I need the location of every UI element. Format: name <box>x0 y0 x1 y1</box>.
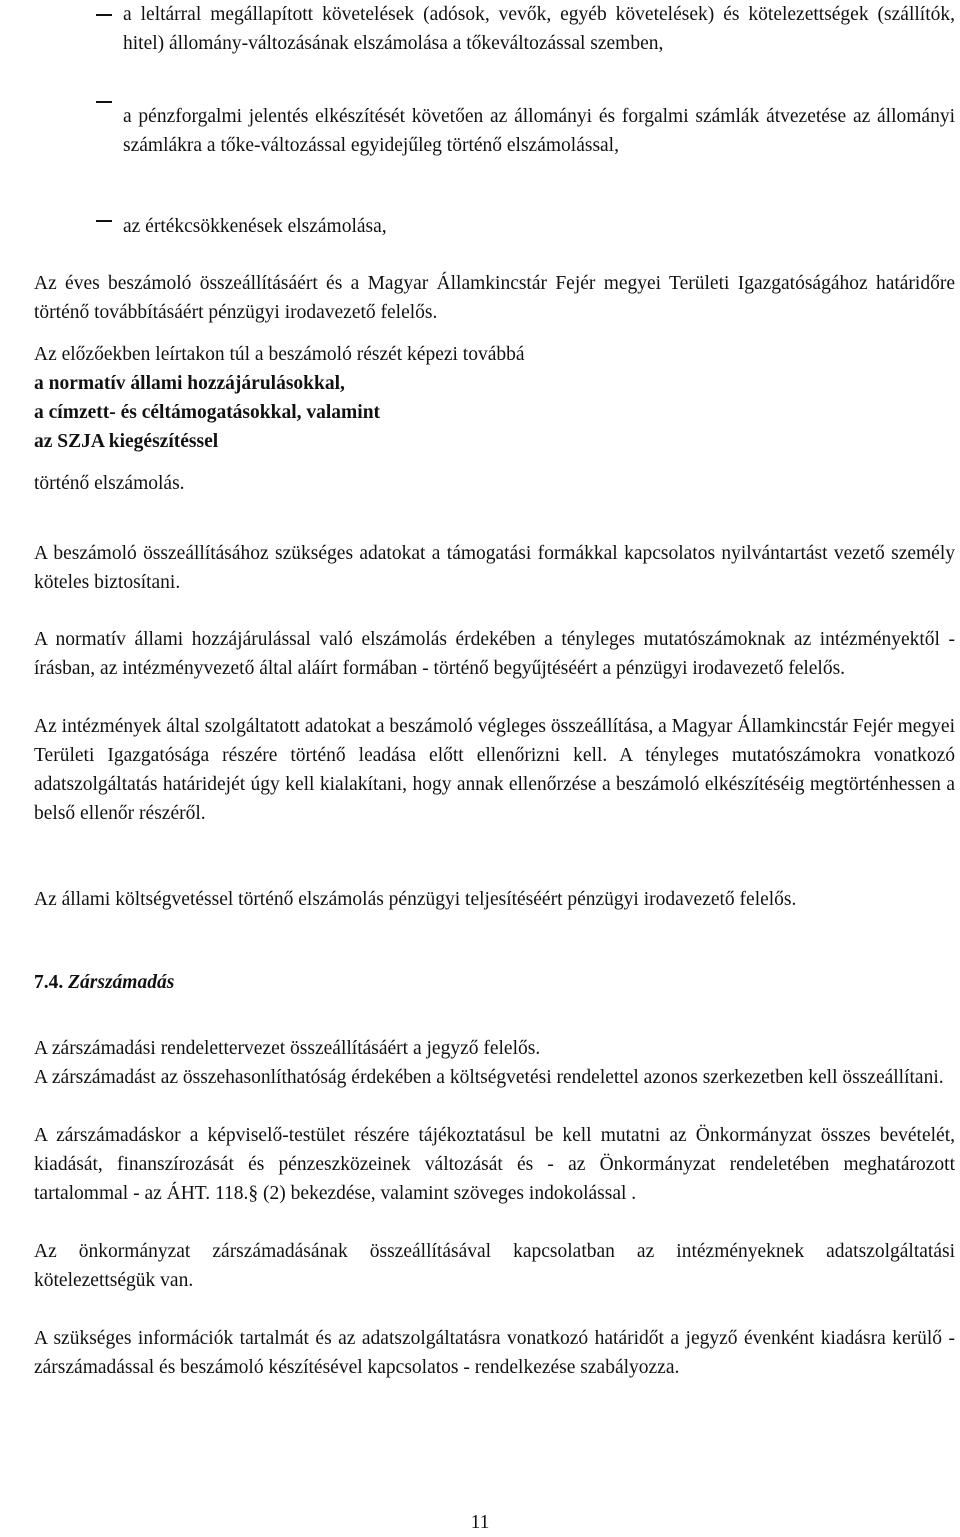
paragraph-normative-settlement: A normatív állami hozzájárulással való elszámolás érdekében a tényleges mutatószámoknak az intézményektől - írásban, az intézményvezető által aláírt formában - történő begyűjtéséért a pénzügyi irodavezető felelős. <box>34 629 955 679</box>
section-paragraph-2: A zárszámadást az összehasonlíthatóság érdekében a költségvetési rendelettel azonos szerkezetben kell összeállítani. <box>34 1067 944 1088</box>
paragraph-report-contents-intro: Az előzőekben leírtakon túl a beszámoló részét képezi továbbá <box>34 344 525 365</box>
section-paragraph-3: A zárszámadáskor a képviselő-testület részére tájékoztatásul be kell mutatni az Önkormányzat összes bevételét, kiadását, finanszírozását és pénzeszközeinek változását és - az Önkormányzat rendeletében meghatározott tartalommal - az ÁHT. 118.§ (2) bekezdése, valamint szöveges indokolással . <box>34 1125 955 1204</box>
section-paragraph-4: Az önkormányzat zárszámadásának összeállításával kapcsolatban az intézményeknek adatszolgáltatási kötelezettségük van. <box>34 1241 955 1291</box>
bullet-item-2: a pénzforgalmi jelentés elkészítését követően az állományi és forgalmi számlák átvezetése az állományi számlákra a tőke-változással egyidejűleg történő elszámolással, <box>123 106 955 156</box>
bold-line-normative-contributions: a normatív állami hozzájárulásokkal, <box>34 373 345 394</box>
paragraph-institution-data-verification: Az intézmények által szolgáltatott adatokat a beszámoló végleges összeállítása, a Magyar Államkincstár Fejér megyei Területi Igazgatósága részére történő leadása előtt ellenőrizni kell. A tényleges mutatószámokra vonatkozó adatszolgáltatás határidejét úgy kell kialakítani, hogy annak ellenőrzése a beszámoló elkészítéséig megtörténhessen a belső ellenőr részéről. <box>34 716 955 824</box>
dash-bullet-marker <box>96 220 112 222</box>
section-number: 7.4. <box>34 972 64 993</box>
section-heading <box>34 968 174 997</box>
bullet-item-3: az értékcsökkenések elszámolása, <box>123 216 387 237</box>
section-paragraph-5: A szükséges információk tartalmát és az adatszolgáltatásra vonatkozó határidőt a jegyző évenként kiadásra kerülő - zárszámadással és beszámoló készítésével kapcsolatos - rendelkezése szabályozza. <box>34 1328 955 1378</box>
paragraph-state-budget-settlement: Az állami költségvetéssel történő elszámolás pénzügyi teljesítéséért pénzügyi irodavezető felelős. <box>34 889 797 910</box>
dash-bullet-marker <box>96 101 112 103</box>
bold-line-szja-supplement: az SZJA kiegészítéssel <box>34 431 219 452</box>
page-number: 11 <box>470 1512 490 1533</box>
bold-line-targeted-subsidies: a címzett- és céltámogatásokkal, valamint <box>34 402 381 423</box>
section-title: Zárszámadás <box>68 972 175 993</box>
paragraph-report-contents-end: történő elszámolás. <box>34 473 185 494</box>
paragraph-annual-report-responsibility: Az éves beszámoló összeállításáért és a Magyar Államkincstár Fejér megyei Területi Igazgatóságához határidőre történő továbbításáért pénzügyi irodavezető felelős. <box>34 273 955 323</box>
paragraph-data-provision: A beszámoló összeállításához szükséges adatokat a támogatási formákkal kapcsolatos nyilvántartást vezető személy köteles biztosítani. <box>34 543 955 593</box>
bullet-item-1: a leltárral megállapított követelések (adósok, vevők, egyéb követelések) és kötelezettségek (szállítók, hitel) állomány-változásának elszámolása a tőkeváltozással szemben, <box>123 4 955 54</box>
section-paragraph-1: A zárszámadási rendelettervezet összeállításáért a jegyző felelős. <box>34 1038 541 1059</box>
dash-bullet-marker <box>96 14 112 16</box>
